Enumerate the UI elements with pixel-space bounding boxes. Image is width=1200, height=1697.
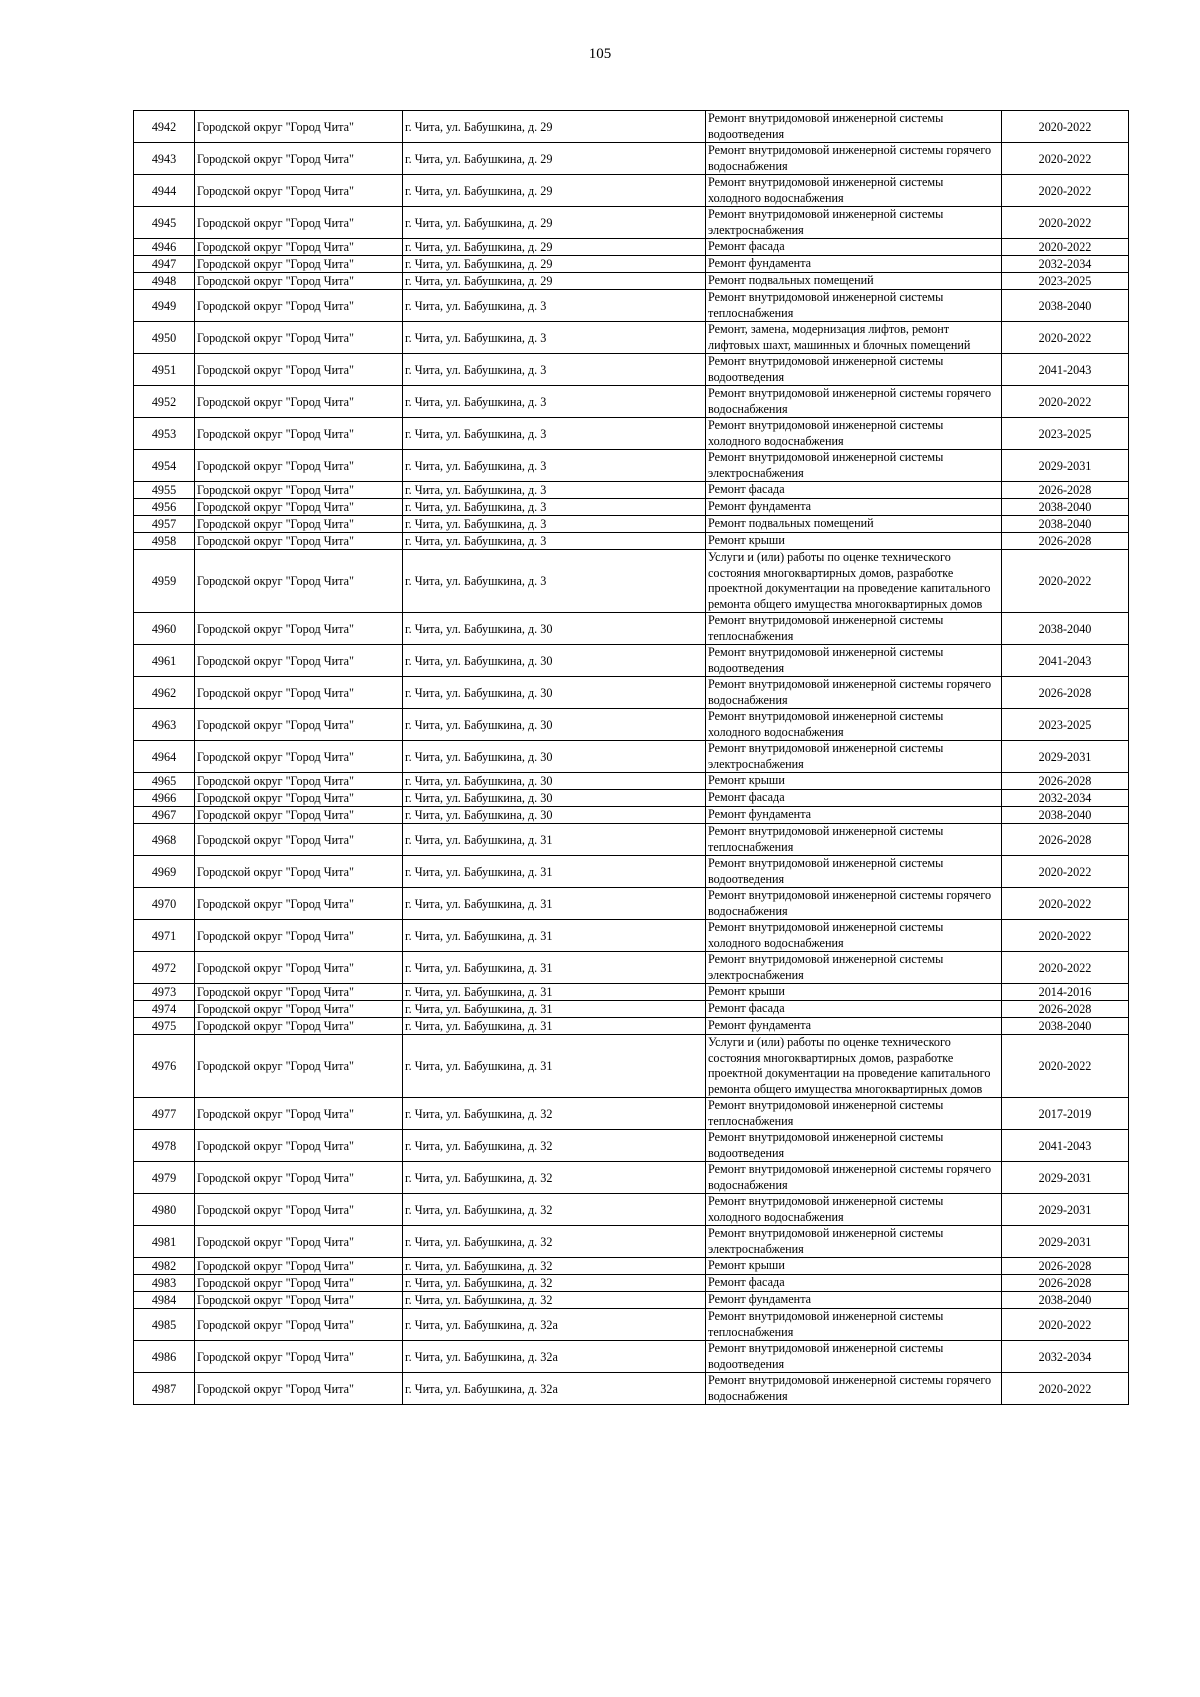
- address-cell: г. Чита, ул. Бабушкина, д. 3: [403, 550, 706, 613]
- work-type-cell: Ремонт фасада: [706, 790, 1002, 807]
- work-type-cell: Ремонт внутридомовой инженерной системы водоотведения: [706, 111, 1002, 143]
- table-row: [134, 499, 1129, 516]
- table-row: [134, 239, 1129, 256]
- address-cell: г. Чита, ул. Бабушкина, д. 31: [403, 1018, 706, 1035]
- period-cell: 2026-2028: [1002, 773, 1129, 790]
- municipality-cell: Городской округ "Город Чита": [195, 1292, 403, 1309]
- address-cell: г. Чита, ул. Бабушкина, д. 30: [403, 790, 706, 807]
- municipality-cell: Городской округ "Город Чита": [195, 207, 403, 239]
- work-type-cell: Ремонт внутридомовой инженерной системы горячего водоснабжения: [706, 386, 1002, 418]
- table-row: [134, 1130, 1129, 1162]
- table-row: [134, 1258, 1129, 1275]
- table-row: [134, 1162, 1129, 1194]
- work-type-cell: Ремонт фасада: [706, 1001, 1002, 1018]
- address-cell: г. Чита, ул. Бабушкина, д. 30: [403, 645, 706, 677]
- municipality-cell: Городской округ "Город Чита": [195, 824, 403, 856]
- work-type-cell: Ремонт подвальных помещений: [706, 273, 1002, 290]
- row-number-cell: 4959: [134, 550, 195, 613]
- address-cell: г. Чита, ул. Бабушкина, д. 31: [403, 888, 706, 920]
- address-cell: г. Чита, ул. Бабушкина, д. 31: [403, 952, 706, 984]
- row-number-cell: 4962: [134, 677, 195, 709]
- work-type-cell: Ремонт внутридомовой инженерной системы электроснабжения: [706, 207, 1002, 239]
- period-cell: 2023-2025: [1002, 273, 1129, 290]
- work-type-cell: Ремонт внутридомовой инженерной системы водоотведения: [706, 1130, 1002, 1162]
- work-type-cell: Ремонт внутридомовой инженерной системы горячего водоснабжения: [706, 143, 1002, 175]
- address-cell: г. Чита, ул. Бабушкина, д. 3: [403, 322, 706, 354]
- work-type-cell: Ремонт внутридомовой инженерной системы водоотведения: [706, 645, 1002, 677]
- work-type-cell: Услуги и (или) работы по оценке технического состояния многоквартирных домов, разработке проектной документации на проведение капитального ремонта общего имущества многоквартирных домов: [706, 550, 1002, 613]
- municipality-cell: Городской округ "Город Чита": [195, 386, 403, 418]
- address-cell: г. Чита, ул. Бабушкина, д. 30: [403, 773, 706, 790]
- municipality-cell: Городской округ "Город Чита": [195, 1258, 403, 1275]
- period-cell: 2017-2019: [1002, 1098, 1129, 1130]
- period-cell: 2029-2031: [1002, 1162, 1129, 1194]
- municipality-cell: Городской округ "Город Чита": [195, 1341, 403, 1373]
- address-cell: г. Чита, ул. Бабушкина, д. 31: [403, 1001, 706, 1018]
- row-number-cell: 4975: [134, 1018, 195, 1035]
- address-cell: г. Чита, ул. Бабушкина, д. 32: [403, 1226, 706, 1258]
- municipality-cell: Городской округ "Город Чита": [195, 1373, 403, 1405]
- period-cell: 2026-2028: [1002, 482, 1129, 499]
- table-row: [134, 207, 1129, 239]
- municipality-cell: Городской округ "Город Чита": [195, 290, 403, 322]
- municipality-cell: Городской округ "Город Чита": [195, 256, 403, 273]
- table-row: [134, 1309, 1129, 1341]
- municipality-cell: Городской округ "Город Чита": [195, 773, 403, 790]
- table-row: [134, 677, 1129, 709]
- row-number-cell: 4985: [134, 1309, 195, 1341]
- table-row: [134, 741, 1129, 773]
- municipality-cell: Городской округ "Город Чита": [195, 1309, 403, 1341]
- municipality-cell: Городской округ "Город Чита": [195, 856, 403, 888]
- address-cell: г. Чита, ул. Бабушкина, д. 32а: [403, 1341, 706, 1373]
- row-number-cell: 4957: [134, 516, 195, 533]
- table-row: [134, 1098, 1129, 1130]
- table-row: [134, 550, 1129, 613]
- row-number-cell: 4970: [134, 888, 195, 920]
- municipality-cell: Городской округ "Город Чита": [195, 952, 403, 984]
- row-number-cell: 4972: [134, 952, 195, 984]
- table-row: [134, 1226, 1129, 1258]
- work-type-cell: Ремонт внутридомовой инженерной системы холодного водоснабжения: [706, 920, 1002, 952]
- row-number-cell: 4952: [134, 386, 195, 418]
- address-cell: г. Чита, ул. Бабушкина, д. 30: [403, 613, 706, 645]
- municipality-cell: Городской округ "Город Чита": [195, 1035, 403, 1098]
- address-cell: г. Чита, ул. Бабушкина, д. 29: [403, 239, 706, 256]
- address-cell: г. Чита, ул. Бабушкина, д. 3: [403, 499, 706, 516]
- municipality-cell: Городской округ "Город Чита": [195, 499, 403, 516]
- municipality-cell: Городской округ "Город Чита": [195, 920, 403, 952]
- address-cell: г. Чита, ул. Бабушкина, д. 29: [403, 143, 706, 175]
- row-number-cell: 4946: [134, 239, 195, 256]
- period-cell: 2032-2034: [1002, 1341, 1129, 1373]
- period-cell: 2020-2022: [1002, 550, 1129, 613]
- row-number-cell: 4978: [134, 1130, 195, 1162]
- municipality-cell: Городской округ "Город Чита": [195, 888, 403, 920]
- period-cell: 2038-2040: [1002, 807, 1129, 824]
- address-cell: г. Чита, ул. Бабушкина, д. 29: [403, 207, 706, 239]
- table-body: [134, 111, 1129, 1405]
- address-cell: г. Чита, ул. Бабушкина, д. 30: [403, 709, 706, 741]
- address-cell: г. Чита, ул. Бабушкина, д. 3: [403, 418, 706, 450]
- address-cell: г. Чита, ул. Бабушкина, д. 3: [403, 290, 706, 322]
- row-number-cell: 4965: [134, 773, 195, 790]
- period-cell: 2026-2028: [1002, 677, 1129, 709]
- capital-repair-table: [133, 110, 1129, 1405]
- row-number-cell: 4958: [134, 533, 195, 550]
- period-cell: 2026-2028: [1002, 1001, 1129, 1018]
- work-type-cell: Ремонт крыши: [706, 533, 1002, 550]
- table-row: [134, 613, 1129, 645]
- row-number-cell: 4964: [134, 741, 195, 773]
- work-type-cell: Ремонт крыши: [706, 984, 1002, 1001]
- address-cell: г. Чита, ул. Бабушкина, д. 29: [403, 175, 706, 207]
- address-cell: г. Чита, ул. Бабушкина, д. 29: [403, 256, 706, 273]
- address-cell: г. Чита, ул. Бабушкина, д. 3: [403, 516, 706, 533]
- address-cell: г. Чита, ул. Бабушкина, д. 32: [403, 1194, 706, 1226]
- table-row: [134, 645, 1129, 677]
- row-number-cell: 4974: [134, 1001, 195, 1018]
- row-number-cell: 4960: [134, 613, 195, 645]
- period-cell: 2020-2022: [1002, 952, 1129, 984]
- period-cell: 2029-2031: [1002, 450, 1129, 482]
- address-cell: г. Чита, ул. Бабушкина, д. 29: [403, 111, 706, 143]
- municipality-cell: Городской округ "Город Чита": [195, 1001, 403, 1018]
- row-number-cell: 4950: [134, 322, 195, 354]
- period-cell: 2029-2031: [1002, 741, 1129, 773]
- table-row: [134, 175, 1129, 207]
- municipality-cell: Городской округ "Город Чита": [195, 273, 403, 290]
- municipality-cell: Городской округ "Город Чита": [195, 450, 403, 482]
- table-row: [134, 482, 1129, 499]
- row-number-cell: 4966: [134, 790, 195, 807]
- work-type-cell: Ремонт внутридомовой инженерной системы горячего водоснабжения: [706, 1162, 1002, 1194]
- period-cell: 2038-2040: [1002, 1018, 1129, 1035]
- table-row: [134, 516, 1129, 533]
- work-type-cell: Ремонт внутридомовой инженерной системы электроснабжения: [706, 1226, 1002, 1258]
- row-number-cell: 4942: [134, 111, 195, 143]
- municipality-cell: Городской округ "Город Чита": [195, 1130, 403, 1162]
- period-cell: 2020-2022: [1002, 111, 1129, 143]
- row-number-cell: 4953: [134, 418, 195, 450]
- address-cell: г. Чита, ул. Бабушкина, д. 31: [403, 856, 706, 888]
- municipality-cell: Городской округ "Город Чита": [195, 418, 403, 450]
- work-type-cell: Ремонт внутридомовой инженерной системы горячего водоснабжения: [706, 888, 1002, 920]
- row-number-cell: 4955: [134, 482, 195, 499]
- municipality-cell: Городской округ "Город Чита": [195, 175, 403, 207]
- period-cell: 2020-2022: [1002, 207, 1129, 239]
- period-cell: 2020-2022: [1002, 1309, 1129, 1341]
- period-cell: 2029-2031: [1002, 1194, 1129, 1226]
- work-type-cell: Ремонт фундамента: [706, 499, 1002, 516]
- work-type-cell: Ремонт внутридомовой инженерной системы холодного водоснабжения: [706, 1194, 1002, 1226]
- table-row: [134, 1341, 1129, 1373]
- period-cell: 2020-2022: [1002, 920, 1129, 952]
- table-row: [134, 143, 1129, 175]
- address-cell: г. Чита, ул. Бабушкина, д. 32: [403, 1275, 706, 1292]
- period-cell: 2020-2022: [1002, 386, 1129, 418]
- period-cell: 2020-2022: [1002, 175, 1129, 207]
- table-row: [134, 856, 1129, 888]
- municipality-cell: Городской округ "Город Чита": [195, 790, 403, 807]
- row-number-cell: 4969: [134, 856, 195, 888]
- work-type-cell: Ремонт внутридомовой инженерной системы теплоснабжения: [706, 1098, 1002, 1130]
- work-type-cell: Ремонт фундамента: [706, 1292, 1002, 1309]
- work-type-cell: Ремонт внутридомовой инженерной системы электроснабжения: [706, 450, 1002, 482]
- address-cell: г. Чита, ул. Бабушкина, д. 31: [403, 920, 706, 952]
- table-row: [134, 418, 1129, 450]
- work-type-cell: Ремонт внутридомовой инженерной системы водоотведения: [706, 856, 1002, 888]
- work-type-cell: Ремонт внутридомовой инженерной системы водоотведения: [706, 354, 1002, 386]
- row-number-cell: 4947: [134, 256, 195, 273]
- address-cell: г. Чита, ул. Бабушкина, д. 32: [403, 1292, 706, 1309]
- period-cell: 2038-2040: [1002, 1292, 1129, 1309]
- table-row: [134, 1292, 1129, 1309]
- address-cell: г. Чита, ул. Бабушкина, д. 29: [403, 273, 706, 290]
- address-cell: г. Чита, ул. Бабушкина, д. 32: [403, 1098, 706, 1130]
- row-number-cell: 4967: [134, 807, 195, 824]
- address-cell: г. Чита, ул. Бабушкина, д. 32: [403, 1258, 706, 1275]
- municipality-cell: Городской округ "Город Чита": [195, 482, 403, 499]
- address-cell: г. Чита, ул. Бабушкина, д. 32: [403, 1130, 706, 1162]
- period-cell: 2023-2025: [1002, 709, 1129, 741]
- row-number-cell: 4979: [134, 1162, 195, 1194]
- table-row: [134, 1373, 1129, 1405]
- period-cell: 2026-2028: [1002, 1275, 1129, 1292]
- municipality-cell: Городской округ "Город Чита": [195, 807, 403, 824]
- row-number-cell: 4963: [134, 709, 195, 741]
- row-number-cell: 4982: [134, 1258, 195, 1275]
- work-type-cell: Ремонт внутридомовой инженерной системы холодного водоснабжения: [706, 709, 1002, 741]
- municipality-cell: Городской округ "Город Чита": [195, 1018, 403, 1035]
- address-cell: г. Чита, ул. Бабушкина, д. 30: [403, 741, 706, 773]
- period-cell: 2020-2022: [1002, 322, 1129, 354]
- period-cell: 2020-2022: [1002, 1035, 1129, 1098]
- municipality-cell: Городской округ "Город Чита": [195, 741, 403, 773]
- period-cell: 2038-2040: [1002, 613, 1129, 645]
- table-row: [134, 290, 1129, 322]
- municipality-cell: Городской округ "Город Чита": [195, 1194, 403, 1226]
- municipality-cell: Городской округ "Город Чита": [195, 613, 403, 645]
- table-row: [134, 807, 1129, 824]
- municipality-cell: Городской округ "Город Чита": [195, 1226, 403, 1258]
- row-number-cell: 4951: [134, 354, 195, 386]
- address-cell: г. Чита, ул. Бабушкина, д. 3: [403, 482, 706, 499]
- row-number-cell: 4973: [134, 984, 195, 1001]
- work-type-cell: Ремонт подвальных помещений: [706, 516, 1002, 533]
- table-row: [134, 1001, 1129, 1018]
- municipality-cell: Городской округ "Город Чита": [195, 322, 403, 354]
- period-cell: 2020-2022: [1002, 143, 1129, 175]
- municipality-cell: Городской округ "Город Чита": [195, 709, 403, 741]
- municipality-cell: Городской округ "Город Чита": [195, 550, 403, 613]
- row-number-cell: 4949: [134, 290, 195, 322]
- period-cell: 2026-2028: [1002, 824, 1129, 856]
- work-type-cell: Ремонт фундамента: [706, 256, 1002, 273]
- row-number-cell: 4956: [134, 499, 195, 516]
- row-number-cell: 4945: [134, 207, 195, 239]
- table-row: [134, 984, 1129, 1001]
- row-number-cell: 4968: [134, 824, 195, 856]
- period-cell: 2038-2040: [1002, 499, 1129, 516]
- municipality-cell: Городской округ "Город Чита": [195, 354, 403, 386]
- page-number: 105: [588, 46, 612, 62]
- work-type-cell: Ремонт внутридомовой инженерной системы холодного водоснабжения: [706, 175, 1002, 207]
- address-cell: г. Чита, ул. Бабушкина, д. 3: [403, 450, 706, 482]
- municipality-cell: Городской округ "Город Чита": [195, 1098, 403, 1130]
- address-cell: г. Чита, ул. Бабушкина, д. 32а: [403, 1309, 706, 1341]
- period-cell: 2041-2043: [1002, 645, 1129, 677]
- address-cell: г. Чита, ул. Бабушкина, д. 31: [403, 824, 706, 856]
- work-type-cell: Услуги и (или) работы по оценке технического состояния многоквартирных домов, разработке проектной документации на проведение капитального ремонта общего имущества многоквартирных домов: [706, 1035, 1002, 1098]
- row-number-cell: 4976: [134, 1035, 195, 1098]
- period-cell: 2026-2028: [1002, 1258, 1129, 1275]
- address-cell: г. Чита, ул. Бабушкина, д. 3: [403, 354, 706, 386]
- table-row: [134, 354, 1129, 386]
- table-row: [134, 790, 1129, 807]
- work-type-cell: Ремонт фасада: [706, 239, 1002, 256]
- work-type-cell: Ремонт внутридомовой инженерной системы теплоснабжения: [706, 290, 1002, 322]
- row-number-cell: 4971: [134, 920, 195, 952]
- municipality-cell: Городской округ "Город Чита": [195, 111, 403, 143]
- period-cell: 2032-2034: [1002, 790, 1129, 807]
- municipality-cell: Городской округ "Город Чита": [195, 677, 403, 709]
- table-row: [134, 952, 1129, 984]
- table-row: [134, 111, 1129, 143]
- period-cell: 2026-2028: [1002, 533, 1129, 550]
- period-cell: 2020-2022: [1002, 888, 1129, 920]
- row-number-cell: 4943: [134, 143, 195, 175]
- table-row: [134, 1194, 1129, 1226]
- table-row: [134, 1275, 1129, 1292]
- period-cell: 2020-2022: [1002, 856, 1129, 888]
- municipality-cell: Городской округ "Город Чита": [195, 516, 403, 533]
- address-cell: г. Чита, ул. Бабушкина, д. 30: [403, 807, 706, 824]
- work-type-cell: Ремонт внутридомовой инженерной системы электроснабжения: [706, 952, 1002, 984]
- row-number-cell: 4984: [134, 1292, 195, 1309]
- period-cell: 2014-2016: [1002, 984, 1129, 1001]
- period-cell: 2020-2022: [1002, 239, 1129, 256]
- work-type-cell: Ремонт фундамента: [706, 1018, 1002, 1035]
- work-type-cell: Ремонт фасада: [706, 482, 1002, 499]
- address-cell: г. Чита, ул. Бабушкина, д. 31: [403, 1035, 706, 1098]
- table-row: [134, 1018, 1129, 1035]
- table-row: [134, 386, 1129, 418]
- row-number-cell: 4986: [134, 1341, 195, 1373]
- table-row: [134, 709, 1129, 741]
- period-cell: 2038-2040: [1002, 516, 1129, 533]
- period-cell: 2023-2025: [1002, 418, 1129, 450]
- row-number-cell: 4944: [134, 175, 195, 207]
- period-cell: 2038-2040: [1002, 290, 1129, 322]
- table-row: [134, 824, 1129, 856]
- period-cell: 2041-2043: [1002, 1130, 1129, 1162]
- work-type-cell: Ремонт фундамента: [706, 807, 1002, 824]
- table-row: [134, 450, 1129, 482]
- address-cell: г. Чита, ул. Бабушкина, д. 30: [403, 677, 706, 709]
- table-row: [134, 533, 1129, 550]
- municipality-cell: Городской округ "Город Чита": [195, 1162, 403, 1194]
- municipality-cell: Городской округ "Город Чита": [195, 533, 403, 550]
- municipality-cell: Городской округ "Город Чита": [195, 984, 403, 1001]
- address-cell: г. Чита, ул. Бабушкина, д. 31: [403, 984, 706, 1001]
- row-number-cell: 4980: [134, 1194, 195, 1226]
- period-cell: 2041-2043: [1002, 354, 1129, 386]
- work-type-cell: Ремонт внутридомовой инженерной системы теплоснабжения: [706, 613, 1002, 645]
- row-number-cell: 4987: [134, 1373, 195, 1405]
- table-row: [134, 920, 1129, 952]
- period-cell: 2020-2022: [1002, 1373, 1129, 1405]
- table-row: [134, 773, 1129, 790]
- address-cell: г. Чита, ул. Бабушкина, д. 32: [403, 1162, 706, 1194]
- work-type-cell: Ремонт крыши: [706, 773, 1002, 790]
- address-cell: г. Чита, ул. Бабушкина, д. 3: [403, 386, 706, 418]
- table-row: [134, 256, 1129, 273]
- work-type-cell: Ремонт внутридомовой инженерной системы теплоснабжения: [706, 1309, 1002, 1341]
- work-type-cell: Ремонт внутридомовой инженерной системы водоотведения: [706, 1341, 1002, 1373]
- period-cell: 2032-2034: [1002, 256, 1129, 273]
- table-row: [134, 322, 1129, 354]
- work-type-cell: Ремонт внутридомовой инженерной системы теплоснабжения: [706, 824, 1002, 856]
- table-row: [134, 273, 1129, 290]
- work-type-cell: Ремонт фасада: [706, 1275, 1002, 1292]
- table-row: [134, 888, 1129, 920]
- municipality-cell: Городской округ "Город Чита": [195, 1275, 403, 1292]
- municipality-cell: Городской округ "Город Чита": [195, 239, 403, 256]
- municipality-cell: Городской округ "Город Чита": [195, 645, 403, 677]
- period-cell: 2029-2031: [1002, 1226, 1129, 1258]
- work-type-cell: Ремонт внутридомовой инженерной системы холодного водоснабжения: [706, 418, 1002, 450]
- work-type-cell: Ремонт внутридомовой инженерной системы горячего водоснабжения: [706, 677, 1002, 709]
- municipality-cell: Городской округ "Город Чита": [195, 143, 403, 175]
- row-number-cell: 4948: [134, 273, 195, 290]
- row-number-cell: 4954: [134, 450, 195, 482]
- address-cell: г. Чита, ул. Бабушкина, д. 3: [403, 533, 706, 550]
- work-type-cell: Ремонт крыши: [706, 1258, 1002, 1275]
- row-number-cell: 4981: [134, 1226, 195, 1258]
- work-type-cell: Ремонт внутридомовой инженерной системы горячего водоснабжения: [706, 1373, 1002, 1405]
- table-row: [134, 1035, 1129, 1098]
- row-number-cell: 4983: [134, 1275, 195, 1292]
- row-number-cell: 4977: [134, 1098, 195, 1130]
- work-type-cell: Ремонт внутридомовой инженерной системы электроснабжения: [706, 741, 1002, 773]
- row-number-cell: 4961: [134, 645, 195, 677]
- work-type-cell: Ремонт, замена, модернизация лифтов, ремонт лифтовых шахт, машинных и блочных помещений: [706, 322, 1002, 354]
- address-cell: г. Чита, ул. Бабушкина, д. 32а: [403, 1373, 706, 1405]
